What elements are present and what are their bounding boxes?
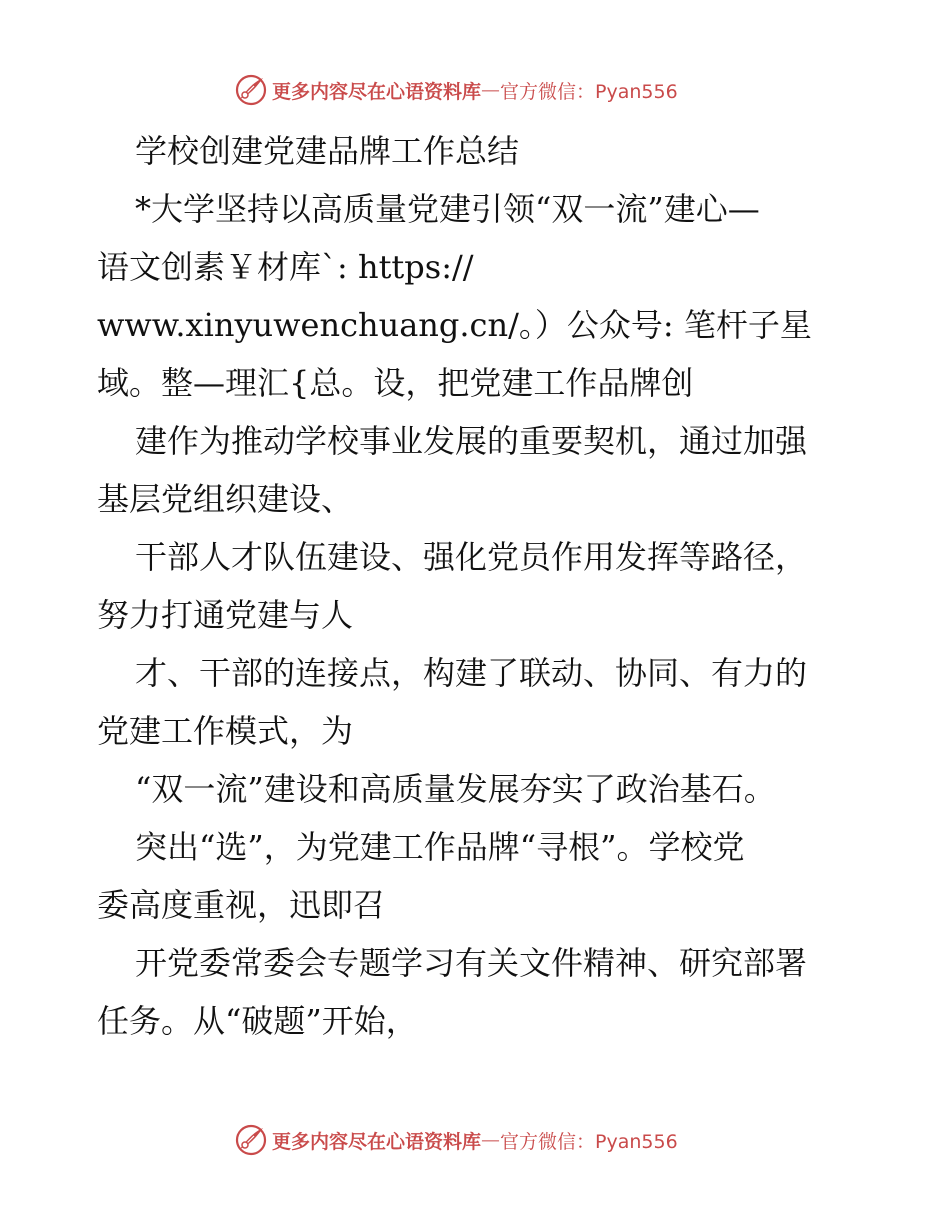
document-title: 学校创建党建品牌工作总结 — [135, 132, 520, 170]
paragraph-line: 基层党组织建设、 — [97, 480, 354, 518]
paragraph-line: 委高度重视，迅即召 — [97, 886, 386, 924]
paragraph-line: 突出“选”，为党建工作品牌“寻根”。学校党 — [135, 828, 745, 866]
paragraph-line: “双一流”建设和高质量发展夯实了政治基石。 — [135, 770, 776, 808]
footer-banner-separator: — — [481, 1129, 501, 1151]
footer-banner-title: 更多内容尽在心语资料库 — [272, 1130, 482, 1153]
header-banner — [0, 70, 950, 110]
paragraph-line: 努力打通党建与人 — [97, 596, 354, 634]
paragraph-line: 开党委常委会专题学习有关文件精神、研究部署 — [135, 944, 808, 982]
header-banner-separator: — — [481, 79, 501, 101]
quill-seal-icon — [234, 1123, 268, 1157]
header-banner-wechat: 官方微信：Pyan556 — [500, 80, 678, 103]
paragraph-line: 建作为推动学校事业发展的重要契机，通过加强 — [135, 422, 808, 460]
footer-banner-wechat: 官方微信：Pyan556 — [500, 1130, 678, 1153]
paragraph-line: www.xinyuwenchuang.cn/。）公众号: 笔杆子星 — [97, 306, 812, 344]
footer-banner — [0, 1120, 950, 1160]
paragraph-line: 域。整—理汇{总。设，把党建工作品牌创 — [97, 364, 694, 402]
paragraph-line: 党建工作模式，为 — [97, 712, 354, 750]
header-banner-title: 更多内容尽在心语资料库 — [272, 80, 482, 103]
paragraph-line: 才、干部的连接点，构建了联动、协同、有力的 — [135, 654, 808, 692]
document-body — [97, 122, 857, 1050]
quill-seal-icon — [234, 73, 268, 107]
footer-banner-inner — [234, 1120, 678, 1160]
paragraph-line: 任务。从“破题”开始， — [97, 1002, 418, 1040]
paragraph-line: *大学坚持以高质量党建引领“双一流”建心— — [135, 190, 760, 228]
header-banner-inner — [234, 70, 678, 110]
paragraph-line: 语文创素￥材库`: https:// — [97, 248, 474, 286]
paragraph-line: 干部人才队伍建设、强化党员作用发挥等路径， — [135, 538, 808, 576]
